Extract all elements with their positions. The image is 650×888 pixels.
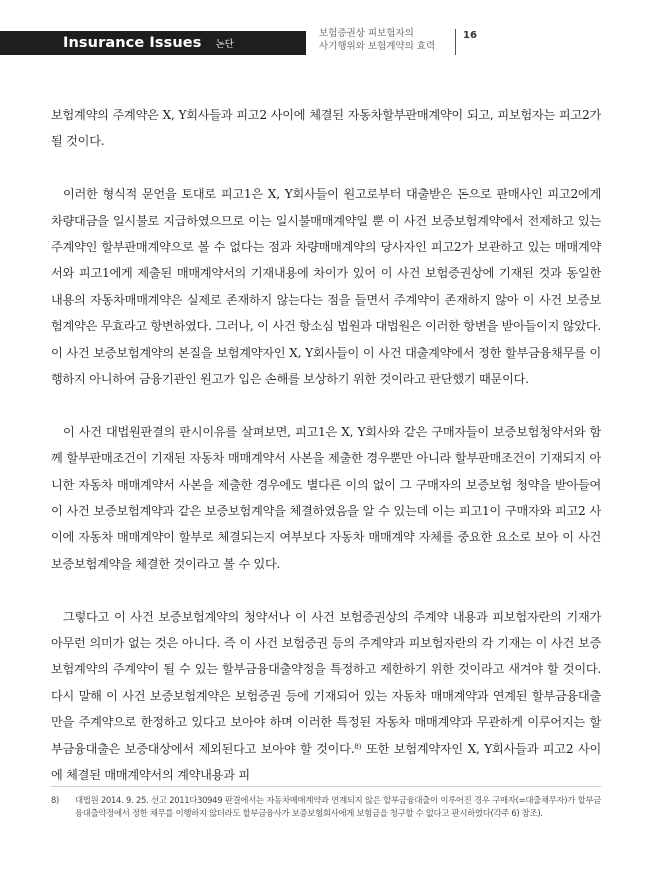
article-running-title <box>319 27 435 53</box>
footnote-number: 8) <box>51 795 59 805</box>
paragraph-2: 이러한 형식적 문언을 토대로 피고1은 X, Y회사들이 원고로부터 대출받은 돈으로 판매사인 피고2에게 차량대금을 일시불로 지급하였으므로 이는 일시불매매계약일 뿐 이 사건 보증보험계약에서 전제하고 있는 주계약인 할부판매계약으로 볼 수 없다는 점과 차량매매계약의 당사자인 피고2가 보관하고 있는 매매계약서와 피고1에게 제출된 매매계약서의 기재내용에 차이가 있어 이 사건 보험증권상에 기재된 것과 동일한 내용의 자동차매매계약은 실제로 존재하지 않는다는 점을 들면서 주계약이 존재하지 않아 이 사건 보증보험계약은 무효라고 항변하였다. 그러나, 이 사건 항소심 법원과 대법원은 이러한 항변을 받아들이지 않았다. 이 사건 보증보험계약의 본질을 보험계약자인 X, Y회사들이 이 사건 대출계약에서 정한 할부금융채무를 이행하지 아니하여 금융기관인 원고가 입은 손해를 보상하기 위한 것이라고 판단했기 때문이다. <box>51 187 601 387</box>
paragraph-3: 이 사건 대법원판결의 판시이유를 살펴보면, 피고1은 X, Y회사와 같은 구매자들이 보증보험청약서와 함께 할부판매조건이 기재된 자동차 매매계약서 사본을 제출한 경우뿐만 아니라 할부판매조건이 기재되지 아니한 자동차 매매계약서 사본을 제출한 경우에도 별다른 이의 없이 그 구매자의 보증보험 청약을 받아들여 이 사건 보증보험계약과 같은 보증보험계약을 체결하였음을 알 수 있는데 이는 피고1이 구매자와 피고2 사이에 자동차 매매계약이 할부로 체결되는지 여부보다 자동차 매매계약 자체를 중요한 요소로 보아 이 사건 보증보험계약을 체결한 것이라고 볼 수 있다. <box>51 424 601 571</box>
journal-title: Insurance Issues <box>63 35 202 51</box>
page-number-divider <box>455 29 456 55</box>
footnote-8 <box>51 794 601 820</box>
body-text <box>51 102 601 789</box>
paragraph-4-part-1: 그렇다고 이 사건 보증보험계약의 청약서나 이 사건 보험증권상의 주계약 내용과 피보험자란의 기재가 아무런 의미가 없는 것은 아니다. 즉 이 사건 보험증권 등의 주계약과 피보험자란의 각 기재는 이 사건 보증보험계약의 주계약이 될 수 있는 할부금융대출약정을 특정하고 제한하기 위한 것이라고 새겨야 할 것이다. 다시 말해 이 사건 보증보험계약은 보험증권 등에 기재되어 있는 자동차 매매계약과 연계된 할부금융대출만을 주계약으로 한정하고 있다고 보아야 하며 이러한 특정된 자동차 매매계약과 무관하게 이루어지는 할부금융대출은 보증대상에서 제외된다고 보아야 할 것이다. <box>51 609 601 756</box>
page-number: 16 <box>463 30 477 41</box>
footnote-text: 대법원 2014. 9. 25. 선고 2011다30949 판결에서는 자동차매매계약과 연계되지 않은 할부금융대출이 이루어진 경우 구매자(=대출채무자)가 할부금융대출약정에서 정한 채무를 이행하지 않더라도 할부금융사가 보증보험회사에게 보험금을 청구할 수 없다고 판시하였다(각주 6) 참조). <box>75 795 601 818</box>
journal-banner <box>0 31 306 55</box>
paragraph-4 <box>51 604 601 789</box>
section-label: 논단 <box>215 39 234 50</box>
footnote-divider <box>51 786 601 787</box>
paragraph-4-part-2: 또한 보험계약자인 X, Y회사들과 피고2 사이에 체결된 매매계약서의 계약내용과 피 <box>51 741 601 783</box>
footnote-reference-8[interactable]: 8) <box>354 742 362 751</box>
page-header <box>0 0 650 62</box>
paragraph-1: 보험계약의 주계약은 X, Y회사들과 피고2 사이에 체결된 자동차할부판매계약이 되고, 피보험자는 피고2가 될 것이다. <box>51 108 601 149</box>
article-title-line2: 사기행위와 보험계약의 효력 <box>319 41 436 52</box>
article-title-line1: 보험증권상 피보험자의 <box>319 28 414 39</box>
